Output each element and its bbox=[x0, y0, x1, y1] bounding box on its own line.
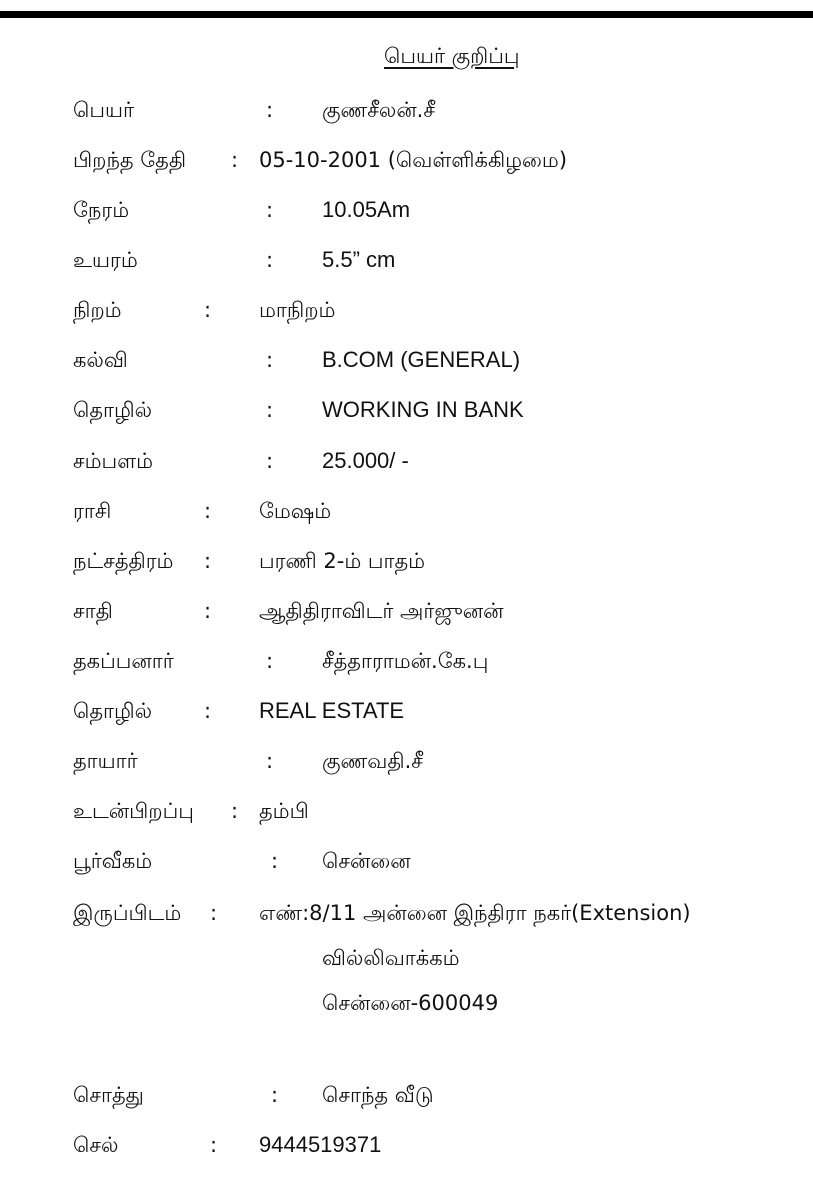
height-colon: : bbox=[266, 248, 274, 272]
page-title: பெயர் குறிப்பு bbox=[384, 44, 520, 68]
phone-label: செல் bbox=[73, 1133, 119, 1157]
star-value: பரணி 2-ம் பாதம் bbox=[259, 549, 426, 573]
height-label: உயரம் bbox=[73, 248, 138, 272]
mother-value: குணவதி.சீ bbox=[322, 749, 423, 773]
caste-value: ஆதிதிராவிடர் அர்ஜுனன் bbox=[259, 599, 504, 623]
time-label: நேரம் bbox=[73, 198, 130, 222]
dob-value: 05-10-2001 (வெள்ளிக்கிழமை) bbox=[259, 148, 568, 172]
occupation-value: WORKING IN BANK bbox=[322, 397, 524, 422]
mother-colon: : bbox=[266, 749, 274, 773]
top-border-rule bbox=[0, 11, 813, 18]
rasi-value: மேஷம் bbox=[259, 499, 332, 523]
salary-label: சம்பளம் bbox=[73, 449, 154, 473]
occupation-label: தொழில் bbox=[73, 398, 153, 422]
father-occupation-colon: : bbox=[204, 699, 212, 723]
father-occupation-value: REAL ESTATE bbox=[259, 698, 405, 723]
father-colon: : bbox=[266, 649, 274, 673]
complexion-value: மாநிறம் bbox=[259, 298, 336, 322]
father-label: தகப்பனார் bbox=[73, 649, 174, 673]
time-value: 10.05Am bbox=[322, 197, 411, 222]
father-occupation-label: தொழில் bbox=[73, 699, 153, 723]
complexion-colon: : bbox=[204, 298, 212, 322]
salary-value: 25.000/ - bbox=[322, 448, 409, 473]
native-colon: : bbox=[271, 849, 279, 873]
education-colon: : bbox=[266, 348, 274, 372]
address-line-3: சென்னை-600049 bbox=[322, 991, 499, 1015]
name-colon: : bbox=[266, 98, 274, 122]
residence-value: எண்:8/11 அன்னை இந்திரா நகர்(Extension) bbox=[259, 901, 691, 925]
property-colon: : bbox=[271, 1083, 279, 1107]
name-label: பெயர் bbox=[73, 98, 134, 122]
dob-label: பிறந்த தேதி bbox=[73, 148, 187, 172]
address-line-2: வில்லிவாக்கம் bbox=[322, 946, 460, 970]
mother-label: தாயார் bbox=[73, 749, 138, 773]
education-value: B.COM (GENERAL) bbox=[322, 347, 521, 372]
siblings-label: உடன்பிறப்பு bbox=[73, 799, 194, 823]
rasi-label: ராசி bbox=[73, 499, 112, 523]
phone-colon: : bbox=[210, 1133, 218, 1157]
caste-label: சாதி bbox=[73, 599, 113, 623]
phone-value: 9444519371 bbox=[259, 1132, 382, 1157]
star-colon: : bbox=[204, 549, 212, 573]
father-value: சீத்தாராமன்.கே.பு bbox=[322, 649, 489, 673]
residence-label: இருப்பிடம் bbox=[73, 901, 182, 925]
name-value: குணசீலன்.சீ bbox=[322, 98, 435, 122]
property-value: சொந்த வீடு bbox=[322, 1083, 434, 1107]
salary-colon: : bbox=[266, 449, 274, 473]
caste-colon: : bbox=[204, 599, 212, 623]
star-label: நட்சத்திரம் bbox=[73, 549, 174, 573]
time-colon: : bbox=[266, 198, 274, 222]
height-value: 5.5” cm bbox=[322, 247, 396, 272]
property-label: சொத்து bbox=[73, 1083, 144, 1107]
rasi-colon: : bbox=[204, 499, 212, 523]
dob-colon: : bbox=[231, 148, 239, 172]
siblings-colon: : bbox=[231, 799, 239, 823]
native-value: சென்னை bbox=[322, 849, 411, 873]
siblings-value: தம்பி bbox=[259, 799, 309, 823]
education-label: கல்வி bbox=[73, 348, 128, 372]
complexion-label: நிறம் bbox=[73, 298, 122, 322]
occupation-colon: : bbox=[266, 398, 274, 422]
native-label: பூர்வீகம் bbox=[73, 849, 153, 873]
residence-colon: : bbox=[210, 901, 218, 925]
